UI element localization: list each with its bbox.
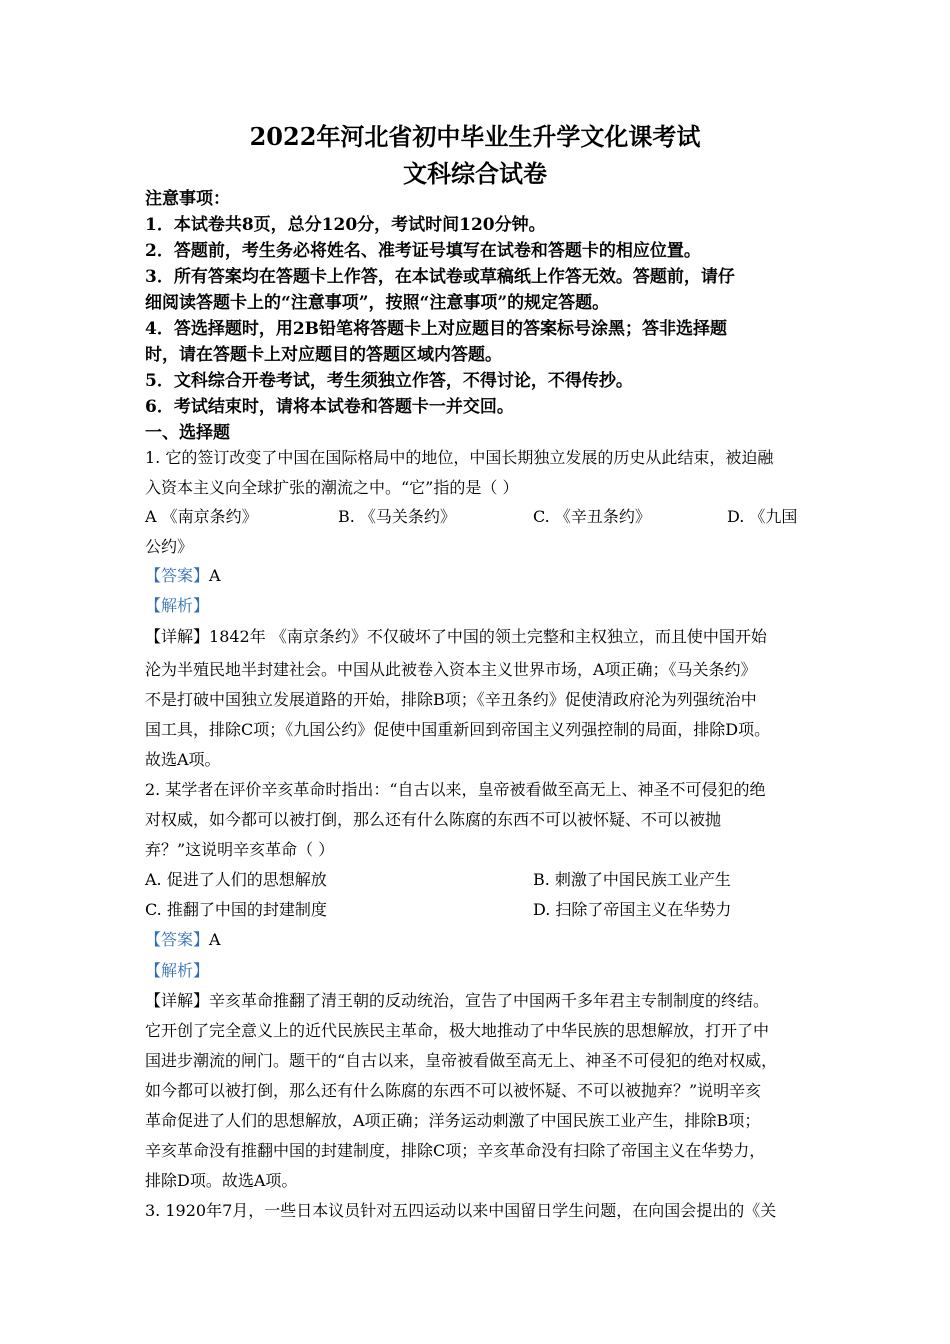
q2-stem-line: 2. 某学者在评价辛亥革命时指出：“自古以来，皇帝被看做至高无上、神圣不可侵犯的绝 bbox=[145, 780, 766, 799]
q1-detail-line: 【详解】1842年 《南京条约》不仅破坏了中国的领土完整和主权独立，而且使中国开始 bbox=[145, 627, 767, 646]
q1-option-d-continued: 公约》 bbox=[145, 537, 194, 556]
q2-detail-line: 辛亥革命没有推翻中国的封建制度，排除C项；辛亥革命没有扫除了帝国主义在华势力， bbox=[145, 1141, 766, 1160]
q2-option-a: A. 促进了人们的思想解放 bbox=[145, 870, 327, 889]
q1-option-c: C. 《辛丑条约》 bbox=[533, 507, 651, 526]
q1-option-b: B. 《马关条约》 bbox=[338, 507, 456, 526]
detail-tag: 【详解】 bbox=[145, 991, 210, 1010]
notice-item: 5．文科综合开卷考试，考生须独立作答，不得讨论，不得传抄。 bbox=[145, 371, 633, 391]
q1-stem-line: 入资本主义向全球扩张的潮流之中。“它”指的是（ ） bbox=[145, 478, 519, 497]
q2-option-c: C. 推翻了中国的封建制度 bbox=[145, 900, 327, 919]
q1-stem-line: 1. 它的签订改变了中国在国际格局中的地位，中国长期独立发展的历史从此结束，被迫融 bbox=[145, 448, 774, 467]
q1-detail-line: 沦为半殖民地半封建社会。中国从此被卷入资本主义世界市场，A项正确；《马关条约》 bbox=[145, 660, 757, 679]
answer-tag: 【答案】 bbox=[145, 930, 210, 949]
q2-option-b: B. 刺激了中国民族工业产生 bbox=[533, 870, 731, 889]
q2-detail-line: 革命促进了人们的思想解放，A项正确；洋务运动刺激了中国民族工业产生，排除B项； bbox=[145, 1111, 761, 1130]
q2-detail-line: 国进步潮流的闸门。题干的“自古以来，皇帝被看做至高无上、神圣不可侵犯的绝对权威， bbox=[145, 1051, 778, 1070]
answer-value: A bbox=[209, 930, 221, 949]
q2-detail-line: 它开创了完全意义上的近代民族民主革命，极大地推动了中华民族的思想解放，打开了中 bbox=[145, 1021, 770, 1040]
q2-analysis-tag: 【解析】 bbox=[145, 961, 210, 980]
q1-option-a: A 《南京条约》 bbox=[145, 507, 258, 526]
q1-answer bbox=[145, 566, 221, 586]
notice-heading: 注意事项： bbox=[145, 189, 230, 209]
q2-stem-line: 对权威，如今都可以被打倒，那么还有什么陈腐的东西不可以被怀疑、不可以被抛 bbox=[145, 810, 722, 829]
notice-item: 时，请在答题卡上对应题目的答题区域内答题。 bbox=[145, 345, 502, 365]
notice-item: 3．所有答案均在答题卡上作答，在本试卷或草稿纸上作答无效。答题前，请仔 bbox=[145, 267, 735, 287]
q2-detail-line: 排除D项。故选A项。 bbox=[145, 1171, 298, 1190]
exam-subtitle: 文科综合试卷 bbox=[403, 159, 547, 188]
notice-item: 6．考试结束时，请将本试卷和答题卡一并交回。 bbox=[145, 397, 514, 417]
notice-item: 细阅读答题卡上的“注意事项”，按照“注意事项”的规定答题。 bbox=[145, 293, 610, 313]
exam-title: 2022年河北省初中毕业生升学文化课考试 bbox=[249, 122, 701, 151]
q2-detail-line: 如今都可以被打倒，那么还有什么陈腐的东西不可以被怀疑、不可以被抛弃？”说明辛亥 bbox=[145, 1081, 762, 1100]
notice-item: 2．答题前，考生务必将姓名、准考证号填写在试卷和答题卡的相应位置。 bbox=[145, 241, 701, 261]
q1-detail-line: 故选A项。 bbox=[145, 750, 221, 769]
q2-answer bbox=[145, 930, 221, 950]
q1-option-d: D. 《九国 bbox=[727, 507, 798, 526]
q3-stem-line: 3. 1920年7月，一些日本议员针对五四运动以来中国留日学生问题，在向国会提出的《关 bbox=[145, 1201, 777, 1220]
detail-tag: 【详解】 bbox=[145, 627, 210, 646]
notice-item: 4．答选择题时，用2B铅笔将答题卡上对应题目的答案标号涂黑；答非选择题 bbox=[145, 319, 728, 339]
answer-tag: 【答案】 bbox=[145, 566, 210, 585]
q2-option-d: D. 扫除了帝国主义在华势力 bbox=[533, 900, 732, 919]
notice-item: 1．本试卷共8页，总分120分，考试时间120分钟。 bbox=[145, 215, 546, 235]
answer-value: A bbox=[209, 566, 221, 585]
q2-detail-line: 【详解】辛亥革命推翻了清王朝的反动统治，宣告了中国两千多年君主专制制度的终结。 bbox=[145, 991, 770, 1010]
q1-detail-line: 国工具，排除C项；《九国公约》促使中国重新回到帝国主义列强控制的局面，排除D项。 bbox=[145, 720, 771, 739]
q1-detail-line: 不是打破中国独立发展道路的开始，排除B项；《辛丑条约》促使清政府沦为列强统治中 bbox=[145, 690, 757, 709]
q2-stem-line: 弃？”这说明辛亥革命（ ） bbox=[145, 840, 335, 859]
q1-analysis-tag: 【解析】 bbox=[145, 596, 210, 615]
section-heading: 一、选择题 bbox=[145, 423, 230, 443]
